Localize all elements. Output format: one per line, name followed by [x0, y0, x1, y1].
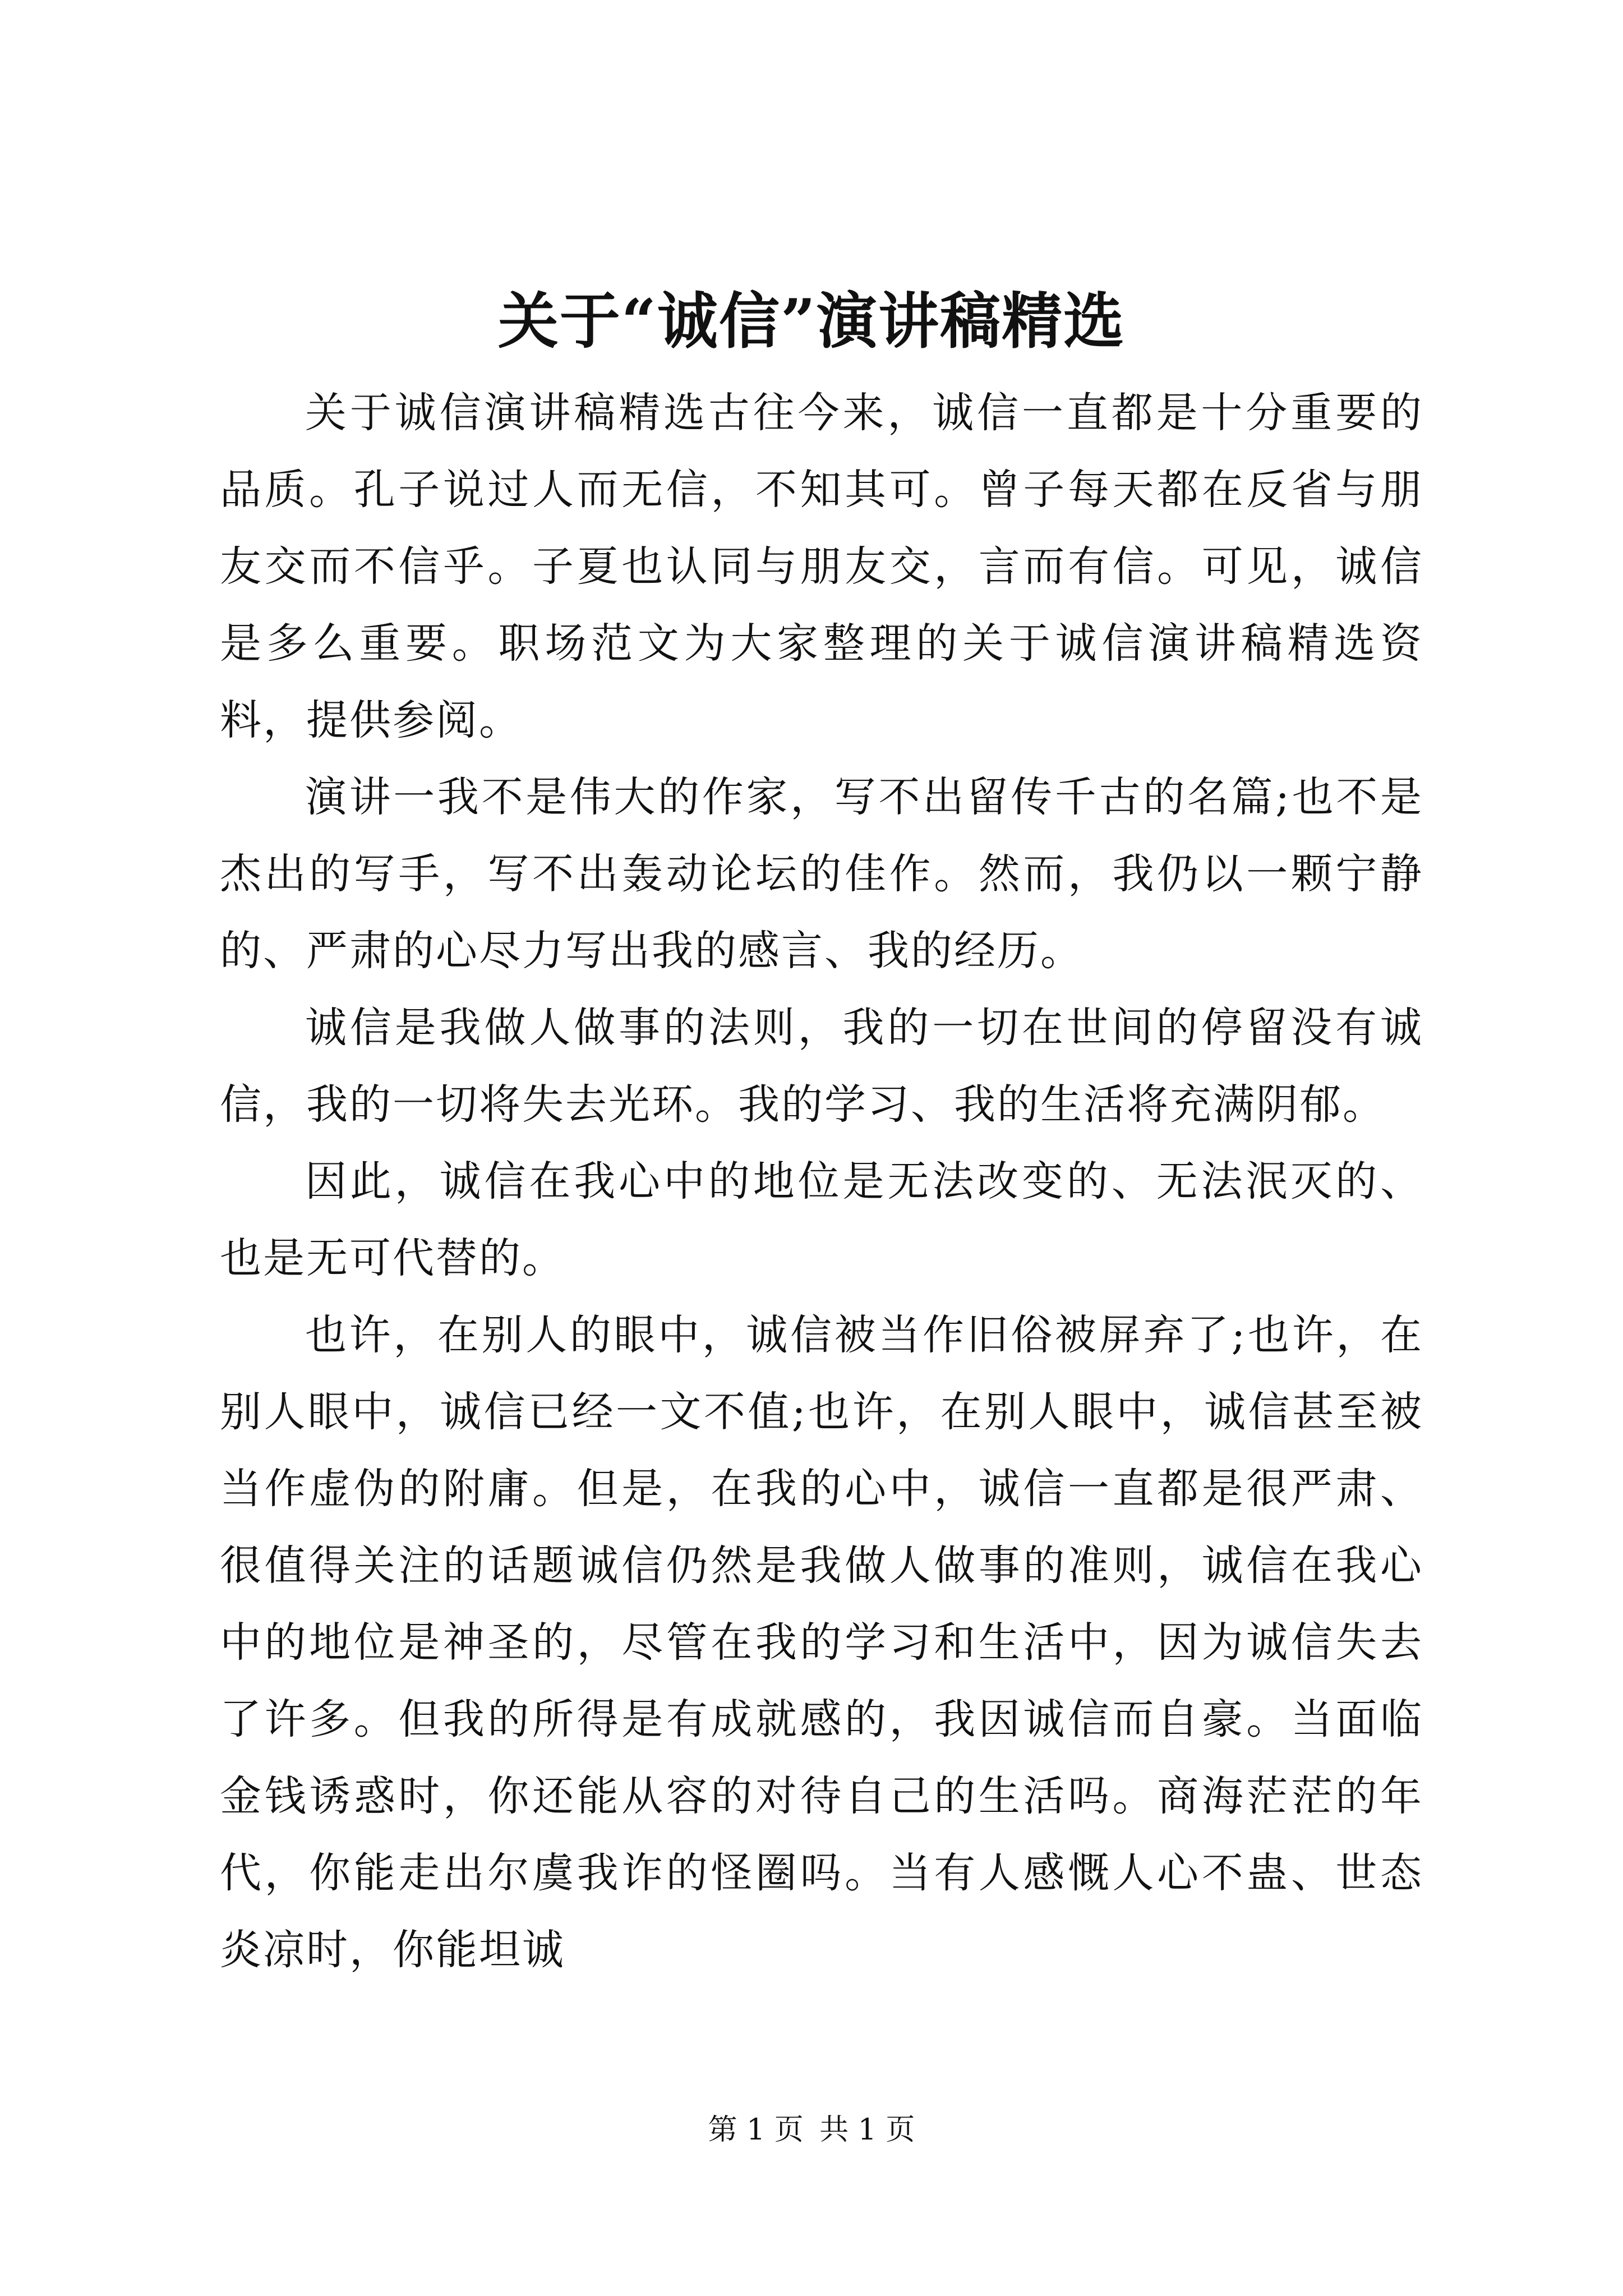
paragraph-1: 关于诚信演讲稿精选古往今来，诚信一直都是十分重要的品质。孔子说过人而无信，不知其可。曾子每天都在反省与朋友交而不信乎。子夏也认同与朋友交，言而有信。可见，诚信是多么重要。职场范文为大家整理的关于诚信演讲稿精选资料，提供参阅。 [220, 389, 1423, 744]
page-footer [0, 2110, 1623, 2150]
paragraph-4: 因此，诚信在我心中的地位是无法改变的、无法泯灭的、也是无可代替的。 [220, 1157, 1423, 1282]
paragraph-5: 也许，在别人的眼中，诚信被当作旧俗被屏弃了;也许，在别人眼中，诚信已经一文不值;也许，在别人眼中，诚信甚至被当作虚伪的附庸。但是，在我的心中，诚信一直都是很严肃、很值得关注的话题诚信仍然是我做人做事的准则，诚信在我心中的地位是神圣的，尽管在我的学习和生活中，因为诚信失去了许多。但我的所得是有成就感的，我因诚信而自豪。当面临金钱诱惑时，你还能从容的对待自己的生活吗。商海茫茫的年代，你能走出尔虞我诈的怪圈吗。当有人感慨人心不蛊、世态炎凉时，你能坦诚 [220, 1311, 1423, 1974]
document-body [220, 375, 1423, 1989]
paragraph-2: 演讲一我不是伟大的作家，写不出留传千古的名篇;也不是杰出的写手，写不出轰动论坛的佳作。然而，我仍以一颗宁静的、严肃的心尽力写出我的感言、我的经历。 [220, 773, 1423, 975]
page-total: 共 1 页 [819, 2113, 915, 2147]
document-title: 关于“诚信”演讲稿精选 [497, 286, 1126, 357]
paragraph-3: 诚信是我做人做事的法则，我的一切在世间的停留没有诚信，我的一切将失去光环。我的学习、我的生活将充满阴郁。 [220, 1004, 1423, 1129]
page-number: 第 1 页 [708, 2113, 804, 2147]
